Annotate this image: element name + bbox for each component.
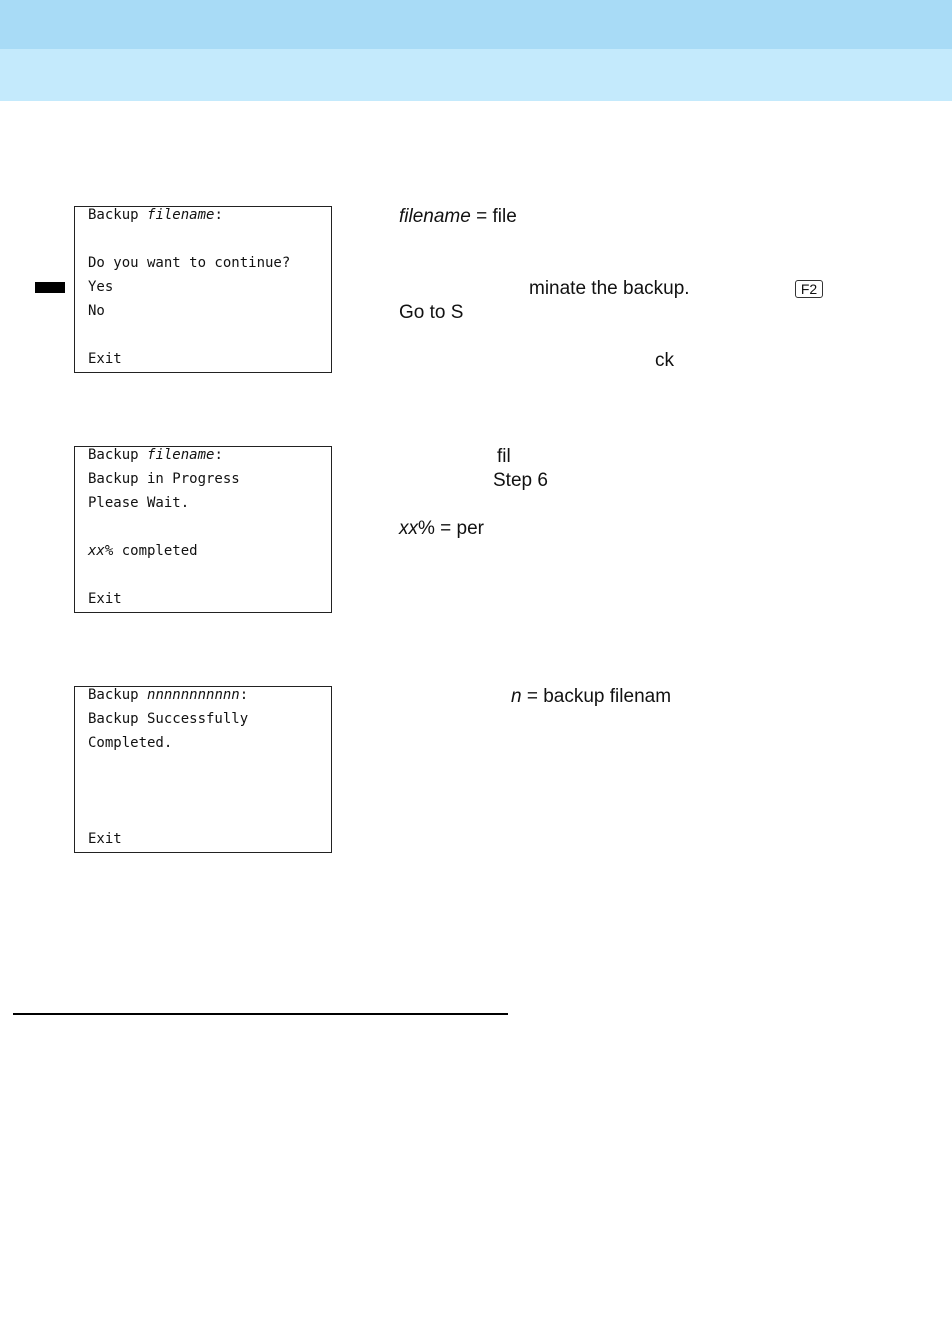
percent-completed: xx% completed bbox=[88, 543, 198, 559]
screen-title: Backup filename: bbox=[88, 207, 223, 223]
header-band-dark bbox=[0, 0, 952, 49]
screen-title: Backup nnnnnnnnnnn: bbox=[88, 687, 249, 703]
backup-confirm-screen bbox=[74, 206, 332, 373]
completed-status: Completed. bbox=[88, 735, 173, 751]
success-status: Backup Successfully bbox=[88, 711, 249, 727]
note-fragment: ck bbox=[655, 350, 674, 371]
continue-question: Do you want to continue? bbox=[88, 255, 291, 271]
note-step: Step 6 bbox=[493, 470, 548, 491]
screen-title: Backup filename: bbox=[88, 447, 223, 463]
backup-progress-screen bbox=[74, 446, 332, 613]
exit-option[interactable]: Exit bbox=[88, 351, 122, 367]
backup-done-screen bbox=[74, 686, 332, 853]
note-fil: fil bbox=[497, 446, 511, 467]
selection-marker bbox=[35, 282, 65, 293]
note-terminate: minate the backup. bbox=[529, 278, 690, 299]
footer-rule bbox=[13, 1013, 508, 1015]
wait-message: Please Wait. bbox=[88, 495, 190, 511]
note-filename: filename = file bbox=[399, 206, 517, 227]
progress-status: Backup in Progress bbox=[88, 471, 240, 487]
note-go-to: Go to S bbox=[399, 302, 464, 323]
option-no[interactable]: No bbox=[88, 303, 105, 319]
option-yes[interactable]: Yes bbox=[88, 279, 114, 295]
note-backup-filename: n = backup filenam bbox=[511, 686, 672, 707]
f2-key-icon: F2 bbox=[795, 280, 823, 298]
header-band-light bbox=[0, 49, 952, 101]
exit-option[interactable]: Exit bbox=[88, 591, 122, 607]
exit-option[interactable]: Exit bbox=[88, 831, 122, 847]
note-percent: xx% = per bbox=[399, 518, 485, 539]
